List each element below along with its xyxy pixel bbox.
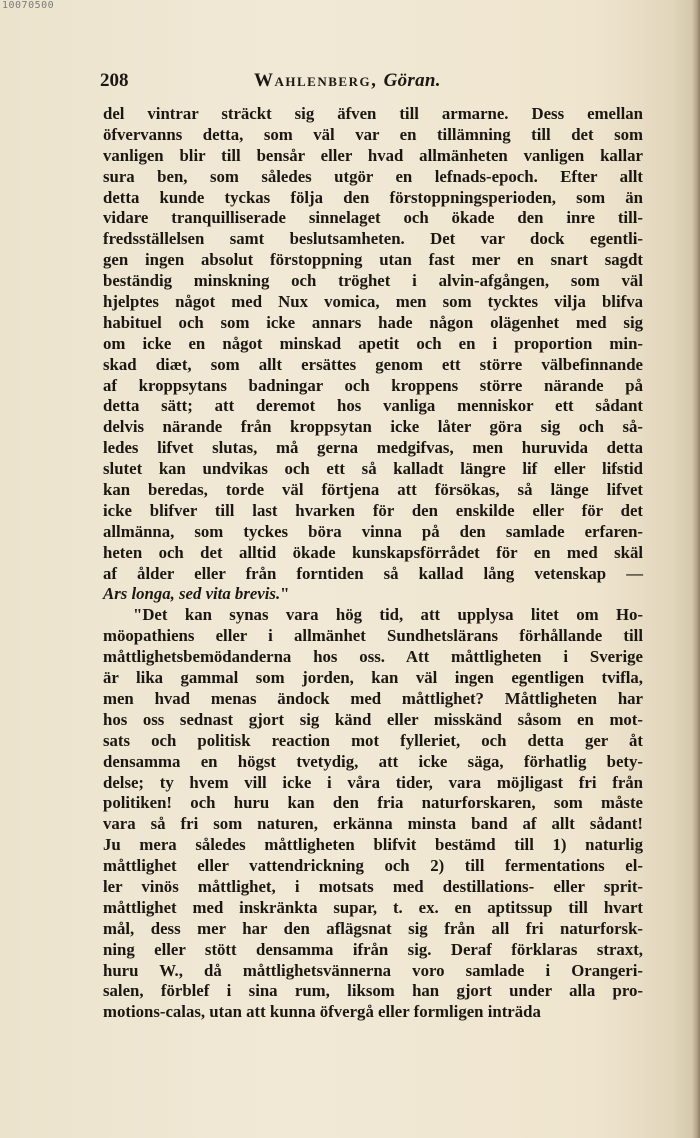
text-line: huru W., då måttlighetsvännerna voro samlade i Orangeri- [103, 960, 643, 980]
text-line: heten och det alltid ökade kunskapsförrådet för en med skäl [103, 542, 643, 562]
page-number: 208 [100, 70, 129, 91]
text-line: af ålder eller från forntiden så kallad lång vetenskap — [103, 563, 643, 583]
text-line: ning eller stött densamma ifrån sig. Deraf förklaras straxt, [103, 939, 643, 959]
text-line: är lika gammal som jorden, kan väl ingen egentligen tvifla, [103, 668, 643, 688]
text-line: Ju mera således måttligheten blifvit bestämd till 1) naturlig [103, 835, 643, 855]
text-line: möopathiens eller i allmänhet Sundhetslärans förhållande till [103, 626, 643, 646]
text-line: sura ben, som således utgör en lefnads-epoch. Efter allt [103, 166, 643, 186]
text-line: vidare tranquilliserade sinnelaget och ökade den inre till- [103, 208, 643, 228]
text-line: sats och politisk reaction mot fylleriet, och detta ger åt [103, 730, 643, 750]
text-line: beständig minskning och tröghet i alvin-afgången, som väl [103, 271, 643, 291]
text-line: måttlighet med inskränkta supar, t. ex. en aptitssup till hvart [103, 897, 643, 917]
text-line: delse; ty hvem vill icke i våra tider, vara möjligast fri från [103, 772, 643, 792]
author-given-name: Göran. [383, 70, 441, 91]
text-line: slutet kan undvikas och ett så kalladt längre lif eller lifstid [103, 459, 643, 479]
text-line: "Det kan synas vara hög tid, att upplysa litet om Ho- [133, 605, 643, 625]
text-line: fredsställelsen samt beslutsamheten. Det var dock egentli- [103, 229, 643, 249]
text-line: densamma en högst tvetydig, att icke säga, förhatlig bety- [103, 751, 643, 771]
text-line: delvis närande från kroppsytan icke låter göra sig och så- [103, 417, 643, 437]
text-line: mål, dess mer har den aflägsnat sig från all fri naturforsk- [103, 918, 643, 938]
text-line: salen, förblef i sina rum, liksom han gjort under alla pro- [103, 981, 643, 1001]
text-line: öfvervanns detta, som väl var en tillämning till det som [103, 124, 643, 144]
text-line: ledes lifvet slutas, må gerna medgifvas, men huruvida detta [103, 438, 643, 458]
body-text [103, 104, 643, 1023]
text-line: vanligen blir till bensår eller hvad allmänheten vanligen kallar [103, 145, 643, 165]
text-line: af kroppsytans badningar och kroppens större närande på [103, 375, 643, 395]
text-line: detta kunde tyckas följa den förstoppningsperioden, som än [103, 187, 643, 207]
text-line: icke blifver till last hvarken för den enskilde eller för det [103, 500, 643, 520]
text-line: om icke en något minskad apetit och en i proportion min- [103, 333, 643, 353]
author-surname: Wahlenberg [254, 70, 372, 91]
text-line: detta sätt; att deremot hos vanliga menniskor ett sådant [103, 396, 643, 416]
text-line: motions-calas, utan att kunna öfvergå eller formligen inträda [103, 1002, 541, 1022]
text-line: vara så fri som naturen, erkänna minsta band af allt sådant! [103, 814, 643, 834]
text-line: men hvad menas ändock med måttlighet? Måttligheten har [103, 688, 643, 708]
text-line: allmänna, som tyckes böra vinna på den samlade erfaren- [103, 521, 643, 541]
text-line: ler vinös måttlighet, i motsats med destillations- eller sprit- [103, 876, 643, 896]
text-line: politiken! och huru kan den fria naturforskaren, som måste [103, 793, 643, 813]
closing-quote: " [280, 584, 290, 604]
text-line: hos oss sednast gjort sig känd eller misskänd såsom en mot- [103, 709, 643, 729]
running-header [100, 70, 640, 94]
text-line: måttlighet eller vattendrickning och 2) till fermentations el- [103, 856, 643, 876]
text-line: kan beredas, torde väl förtjena att försökas, så länge lifvet [103, 480, 643, 500]
text-line: gen ingen absolut förstoppning utan fast mer en snart sagdt [103, 250, 643, 270]
text-line-latin-quote [103, 584, 643, 605]
text-line: habituel och som icke annars hade någon olägenhet med sig [103, 312, 643, 332]
page-edge-shadow [692, 0, 700, 1138]
running-title: Wahlenberg, Göran. [254, 70, 441, 91]
scan-id-label: 10070500 [2, 0, 55, 11]
latin-quote: Ars longa, sed vita brevis. [103, 584, 281, 604]
text-line: skad diæt, som allt ersättes genom ett större välbefinnande [103, 354, 643, 374]
text-line: del vintrar sträckt sig äfven till armarne. Dess emellan [103, 104, 643, 123]
text-line: hjelptes något med Nux vomica, men som tycktes vilja blifva [103, 292, 643, 312]
text-line: måttlighetsbemödanderna hos oss. Att måttligheten i Sverige [103, 647, 643, 667]
